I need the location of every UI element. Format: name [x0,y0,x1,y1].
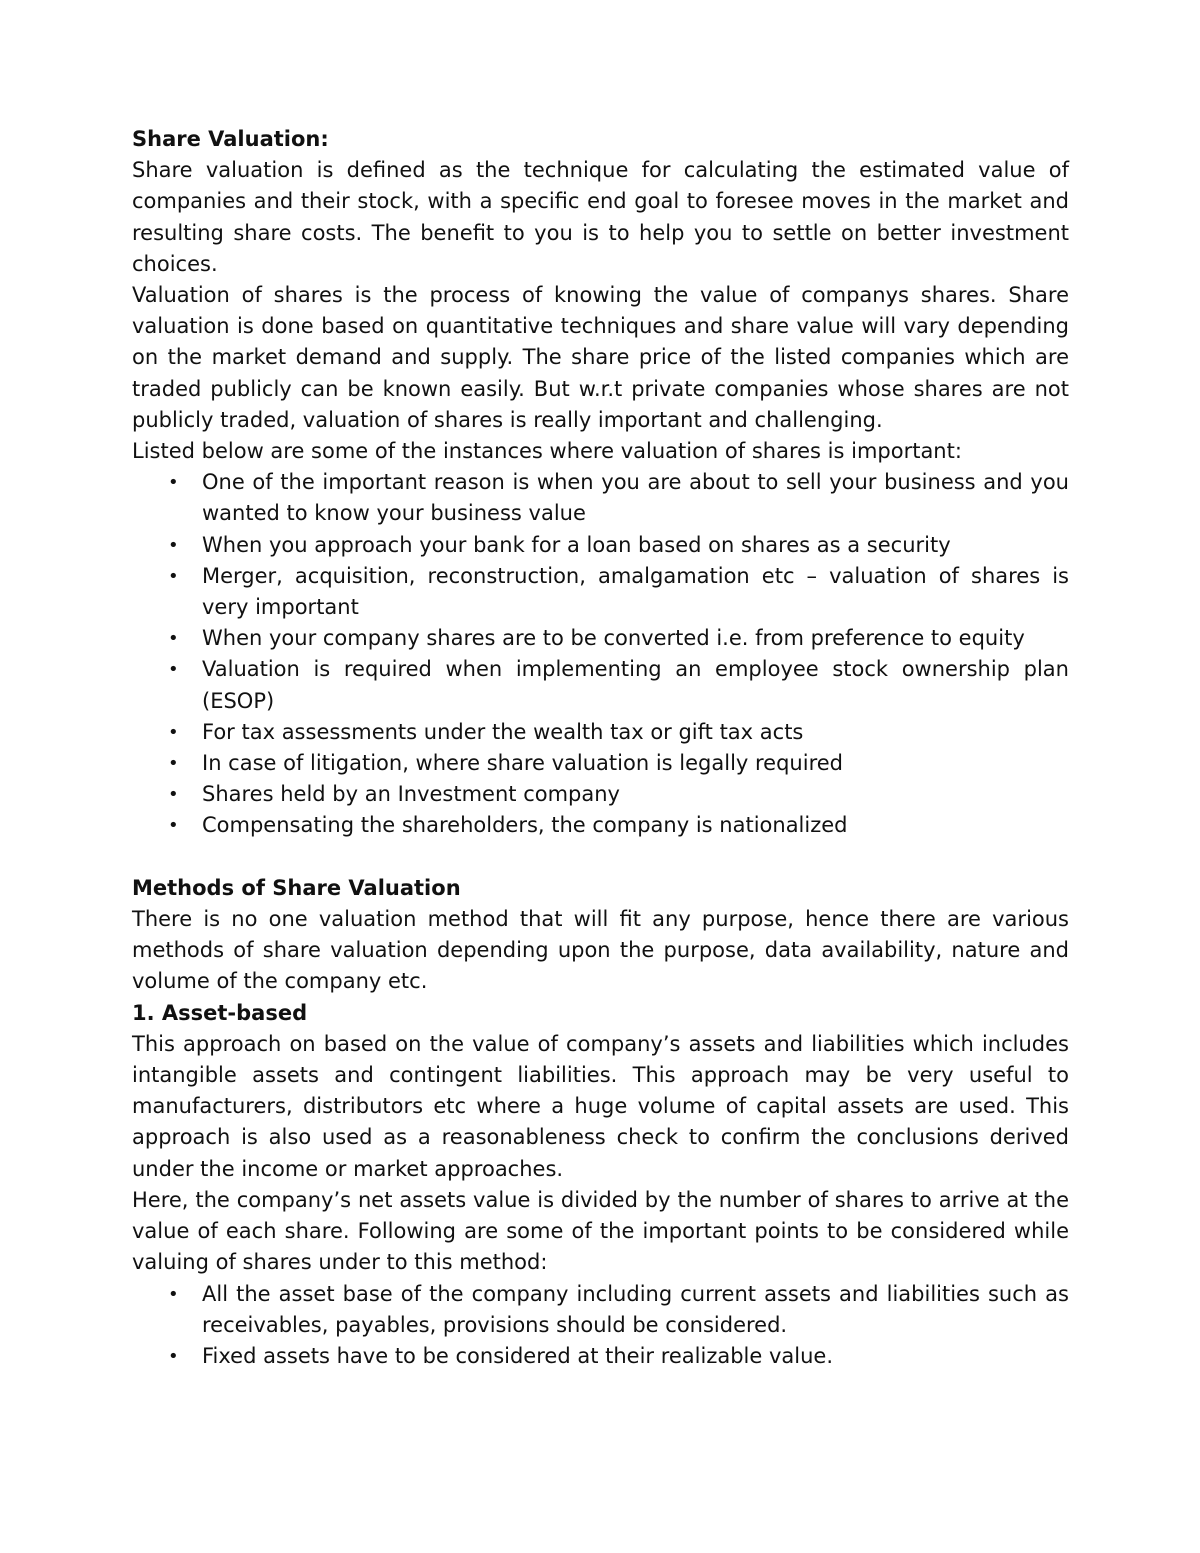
blank-line [132,842,1069,873]
list-item [132,1341,1069,1372]
list-item-text: All the asset base of the company including current assets and liabilities such as receivables, payables, provisions should be considered. [202,1281,1069,1337]
list-item-text: Compensating the shareholders, the company is nationalized [202,813,848,838]
paragraph-methods-intro: There is no one valuation method that will fit any purpose, hence there are various methods of share valuation depending upon the purpose, data availability, nature and volume of the company etc. [132,907,1069,994]
section-heading-share-valuation: Share Valuation: [132,127,329,151]
list-item [132,748,1069,779]
list-item-text: When your company shares are to be converted i.e. from preference to equity [202,626,1025,651]
list-item [132,779,1069,810]
paragraph-asset-approach: This approach on based on the value of company’s assets and liabilities which includes intangible assets and contingent liabilities. This approach may be very useful to manufacturers, distributors etc where a huge volume of capital assets are used. This approach is also used as a reasonableness check to confirm the conclusions derived under the income or market approaches. [132,1031,1069,1181]
list-item [132,810,1069,841]
bullet-icon: • [168,565,179,587]
paragraph-definition: Share valuation is defined as the technique for calculating the estimated value of companies and their stock, with a specific end goal to foresee moves in the market and resulting share costs. The benefit to you is to help you to settle on better investment choices. [132,158,1069,276]
list-item-text: One of the important reason is when you are about to sell your business and you wanted to know your business value [202,470,1069,526]
paragraph-instances-intro: Listed below are some of the instances where valuation of shares is important: [132,439,962,464]
bullet-icon: • [168,659,179,681]
list-item-text: When you approach your bank for a loan based on shares as a security [202,532,951,557]
bullet-icon: • [168,753,179,775]
section-heading-methods: Methods of Share Valuation [132,875,461,900]
bullet-icon: • [168,472,179,494]
list-item [132,530,1069,561]
bullet-icon: • [168,534,179,556]
list-item [132,467,1069,529]
list-item-text: In case of litigation, where share valuation is legally required [202,751,843,776]
list-item [132,717,1069,748]
asset-points-list [132,1279,1069,1373]
bullet-icon: • [168,815,179,837]
list-item [132,561,1069,623]
list-item-text: Merger, acquisition, reconstruction, amalgamation etc – valuation of shares is very important [202,563,1069,620]
paragraph-valuation-process: Valuation of shares is the process of knowing the value of companys shares. Share valuation is done based on quantitative techniques and share value will vary depending on the market demand and supply. The share price of the listed companies which are traded publicly can be known easily. But w.r.t private companies whose shares are not publicly traded, valuation of shares is really important and challenging. [132,283,1069,432]
bullet-icon: • [168,1283,179,1305]
bullet-icon: • [168,628,179,650]
list-item-text: Fixed assets have to be considered at their realizable value. [202,1343,834,1368]
list-item-text: For tax assessments under the wealth tax or gift tax acts [202,719,804,744]
instances-list [132,467,1069,841]
bullet-icon: • [168,1345,179,1367]
paragraph-net-assets: Here, the company’s net assets value is divided by the number of shares to arrive at the value of each share. Following are some of the important points to be considered while valuing of shares under to this method: [132,1187,1069,1275]
list-item [132,623,1069,654]
list-item [132,1279,1069,1341]
bullet-icon: • [168,721,179,743]
document-page [132,124,1069,1372]
list-item-text: Valuation is required when implementing an employee stock ownership plan (ESOP) [202,657,1069,713]
list-item [132,654,1069,716]
list-item-text: Shares held by an Investment company [202,782,620,807]
section-heading-asset-based: 1. Asset-based [132,1000,308,1025]
bullet-icon: • [168,784,179,806]
